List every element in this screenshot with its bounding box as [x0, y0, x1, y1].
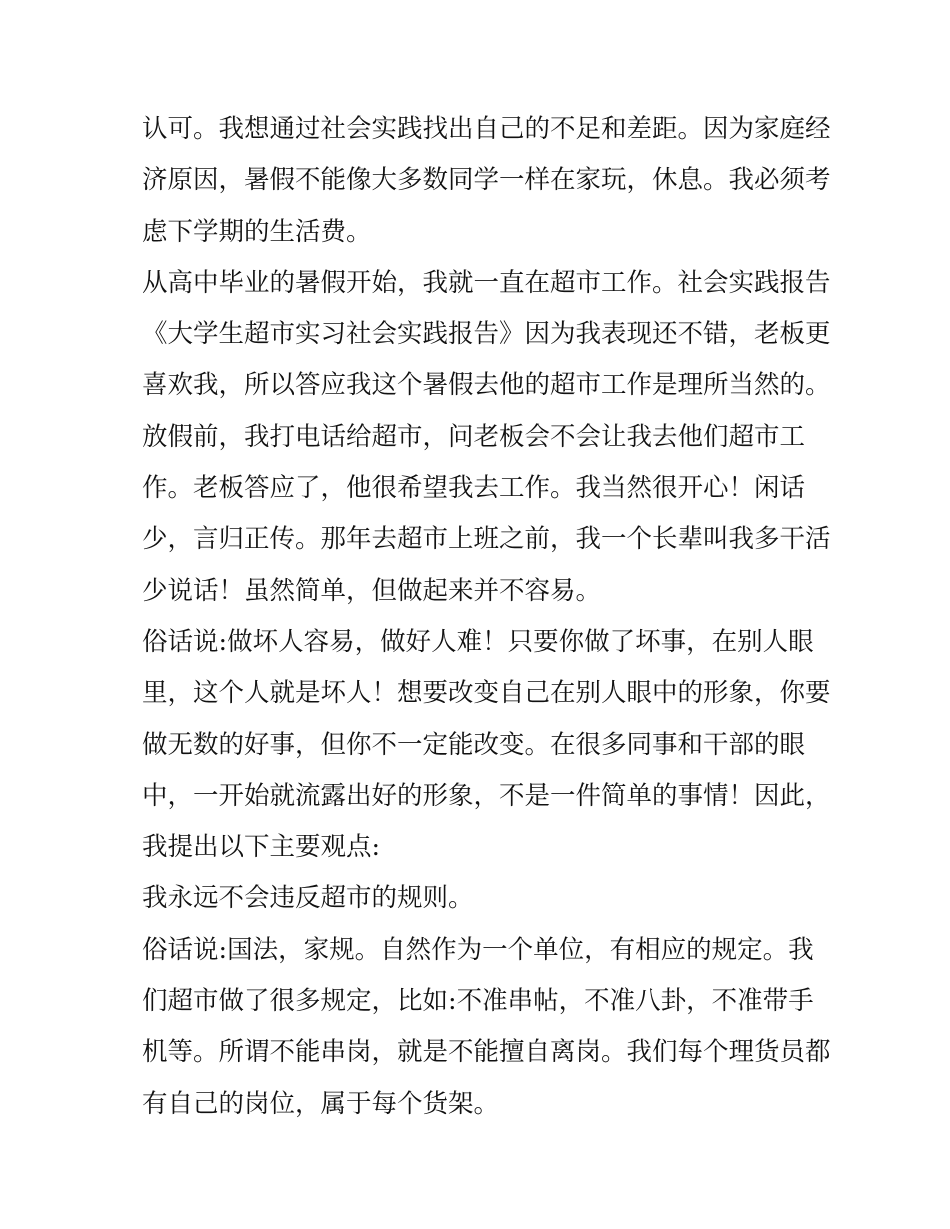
text-line: 俗话说:国法，家规。自然作为一个单位，有相应的规定。我 [142, 934, 814, 965]
text-line: 做无数的好事，但你不一定能改变。在很多同事和干部的眼 [142, 729, 806, 760]
text-line: 作。老板答应了，他很希望我去工作。我当然很开心！闲话 [142, 473, 806, 504]
text-line: 《大学生超市实习社会实践报告》因为我表现还不错，老板更 [142, 319, 831, 350]
text-line: 有自己的岗位，属于每个货架。 [142, 1088, 500, 1119]
text-line: 喜欢我，所以答应我这个暑假去他的超市工作是理所当然的。 [142, 370, 831, 401]
document-body [142, 104, 831, 1130]
text-line: 我永远不会违反超市的规则。 [142, 883, 474, 914]
text-line: 我提出以下主要观点: [142, 832, 381, 863]
text-line: 少说话！虽然简单，但做起来并不容易。 [142, 575, 602, 606]
text-line: 机等。所谓不能串岗，就是不能擅自离岗。我们每个理货员都 [142, 1037, 831, 1068]
text-line: 们超市做了很多规定，比如:不准串帖，不准八卦，不准带手 [142, 986, 814, 1017]
text-line: 里，这个人就是坏人！想要改变自己在别人眼中的形象，你要 [142, 678, 831, 709]
text-line: 认可。我想通过社会实践找出自己的不足和差距。因为家庭经 [142, 114, 831, 144]
text-line: 少，言归正传。那年去超市上班之前，我一个长辈叫我多干活 [142, 524, 831, 555]
text-line: 济原因，暑假不能像大多数同学一样在家玩，休息。我必须考 [142, 165, 831, 196]
text-line: 俗话说:做坏人容易，做好人难！只要你做了坏事，在别人眼 [142, 626, 814, 657]
text-line: 从高中毕业的暑假开始，我就一直在超市工作。社会实践报告 [142, 267, 831, 298]
text-line: 虑下学期的生活费。 [142, 216, 372, 247]
text-line: 中，一开始就流露出好的形象，不是一件简单的事情！因此， [142, 780, 831, 811]
text-line: 放假前，我打电话给超市，问老板会不会让我去他们超市工 [142, 421, 806, 452]
